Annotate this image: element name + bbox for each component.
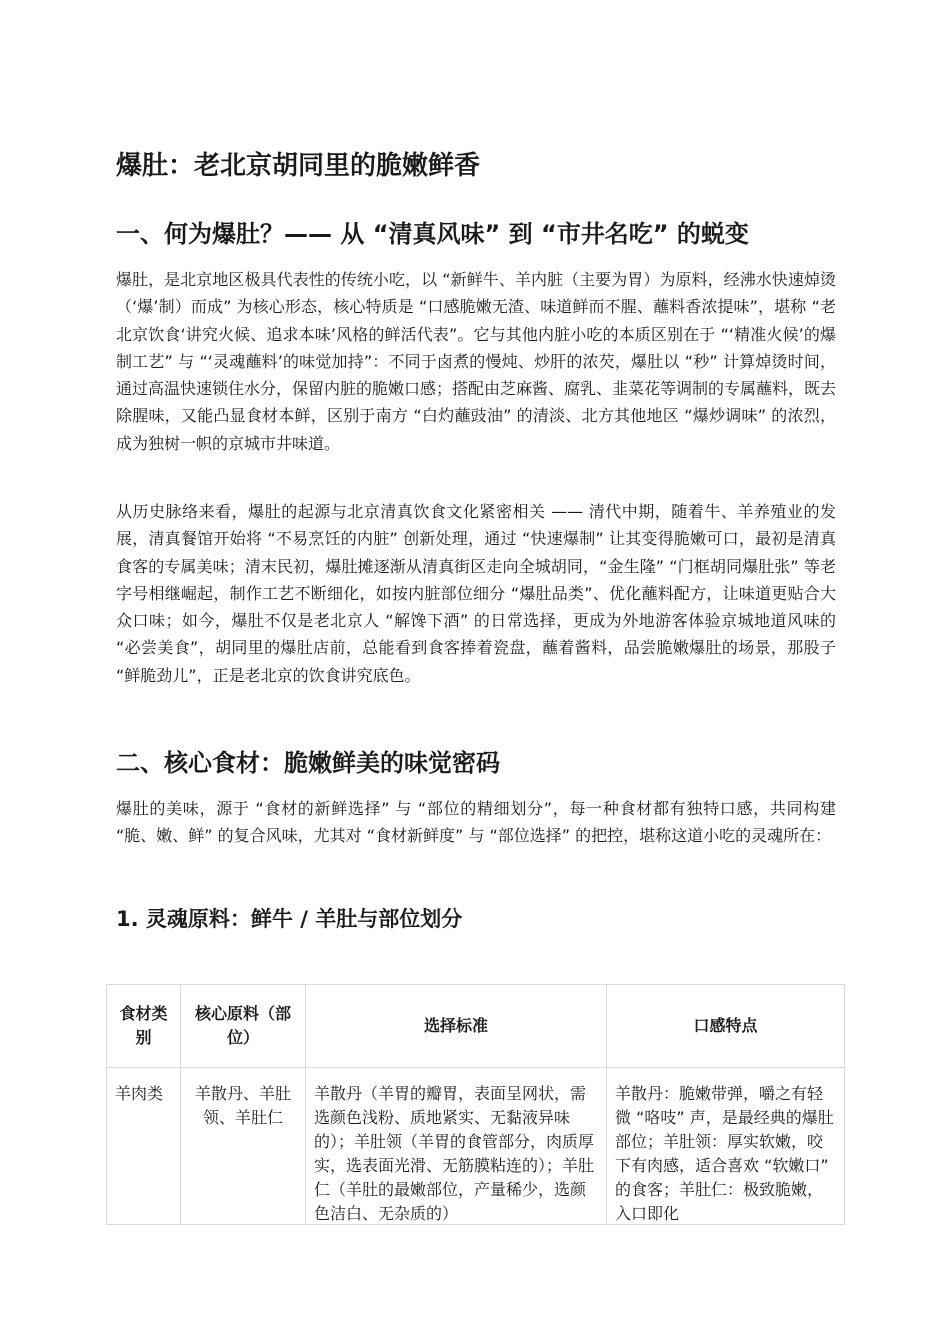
section2-heading: 二、核心食材：脆嫩鲜美的味觉密码: [116, 749, 500, 777]
table-cell-standard: [306, 1068, 607, 1225]
table-header-row: [107, 985, 845, 1068]
subsection1-heading: 1. 灵魂原料：鲜牛 / 羊肚与部位划分: [116, 907, 463, 931]
cell-standard-text: 羊散丹（羊胃的瓣胃，表面呈网状，需选颜色浅粉、质地紧实、无黏液异味的）；羊肚领（羊胃的食管部分，肉质厚实，选表面光滑、无筋膜粘连的）；羊肚仁（羊肚的最嫩部位，产量稀少，选颜色洁白、无杂质的）: [314, 1084, 595, 1223]
section1-heading: 一、何为爆肚？—— 从 “清真风味” 到 “市井名吃” 的蜕变: [116, 220, 749, 248]
table-cell-texture: [607, 1068, 845, 1225]
section1-paragraph-2: 从历史脉络来看，爆肚的起源与北京清真饮食文化紧密相关 —— 清代中期，随着牛、羊养殖业的发展，清真餐馆开始将 “不易烹饪的内脏” 创新处理，通过 “快速爆制” 让其变得脆嫩可口，最初是清真食客的专属美味；清末民初，爆肚摊逐渐从清真街区走向全城胡同，“金生隆” “门框胡同爆肚张” 等老字号相继崛起，制作工艺不断细化，如按内脏部位细分 “爆肚品类”、优化蘸料配方，让味道更贴合大众口味；如今，爆肚不仅是老北京人 “解馋下酒” 的日常选择，更成为外地游客体验京城地道风味的 “必尝美食”，胡同里的爆肚店前，总能看到食客捧着瓷盘，蘸着酱料，品尝脆嫩爆肚的场景，那股子 “鲜脆劲儿”，正是老北京的饮食讲究底色。: [116, 502, 836, 685]
cell-category-text: 羊肉类: [115, 1084, 164, 1103]
table-header-texture: 口感特点: [607, 985, 845, 1068]
ingredients-table: [106, 984, 845, 1225]
section1-paragraph-1: 爆肚，是北京地区极具代表性的传统小吃，以 “新鲜牛、羊内脏（主要为胃）为原料，经沸水快速焯烫（‘爆’制）而成” 为核心形态，核心特质是 “口感脆嫩无渣、味道鲜而不腥、蘸料香浓提味”，堪称 “老北京饮食‘讲究火候、追求本味’风格的鲜活代表”。它与其他内脏小吃的本质区别在于 “‘精准火候’的爆制工艺” 与 “‘灵魂蘸料’的味觉加持”：不同于卤煮的慢炖、炒肝的浓芡，爆肚以 “秒” 计算焯烫时间，通过高温快速锁住水分，保留内脏的脆嫩口感；搭配由芝麻酱、腐乳、韭菜花等调制的专属蘸料，既去除腥味，又能凸显食材本鲜，区别于南方 “白灼蘸豉油” 的清淡、北方其他地区 “爆炒调味” 的浓烈，成为独树一帜的京城市井味道。: [116, 270, 837, 453]
table-row: [107, 1068, 845, 1225]
cell-texture-text: 羊散丹：脆嫩带弹，嚼之有轻微 “咯吱” 声，是最经典的爆肚部位；羊肚领：厚实软嫩，咬下有肉感，适合喜欢 “软嫩口” 的食客；羊肚仁：极致脆嫩，入口即化: [615, 1084, 834, 1223]
cell-ingredients-text: 羊散丹、羊肚领、羊肚仁: [194, 1084, 291, 1127]
table-header-ingredients: 核心原料（部位）: [181, 985, 306, 1068]
table-header-category: 食材类别: [107, 985, 181, 1068]
table-cell-category: [107, 1068, 181, 1225]
table-cell-ingredients: [181, 1068, 306, 1225]
table-header-standard: 选择标准: [306, 985, 607, 1068]
page-title: 爆肚：老北京胡同里的脆嫩鲜香: [116, 151, 481, 181]
section2-paragraph-1: 爆肚的美味，源于 “食材的新鲜选择” 与 “部位的精细划分”，每一种食材都有独特口感，共同构建 “脆、嫩、鲜” 的复合风味，尤其对 “食材新鲜度” 与 “部位选择” 的把控，堪称这道小吃的灵魂所在：: [116, 799, 836, 846]
